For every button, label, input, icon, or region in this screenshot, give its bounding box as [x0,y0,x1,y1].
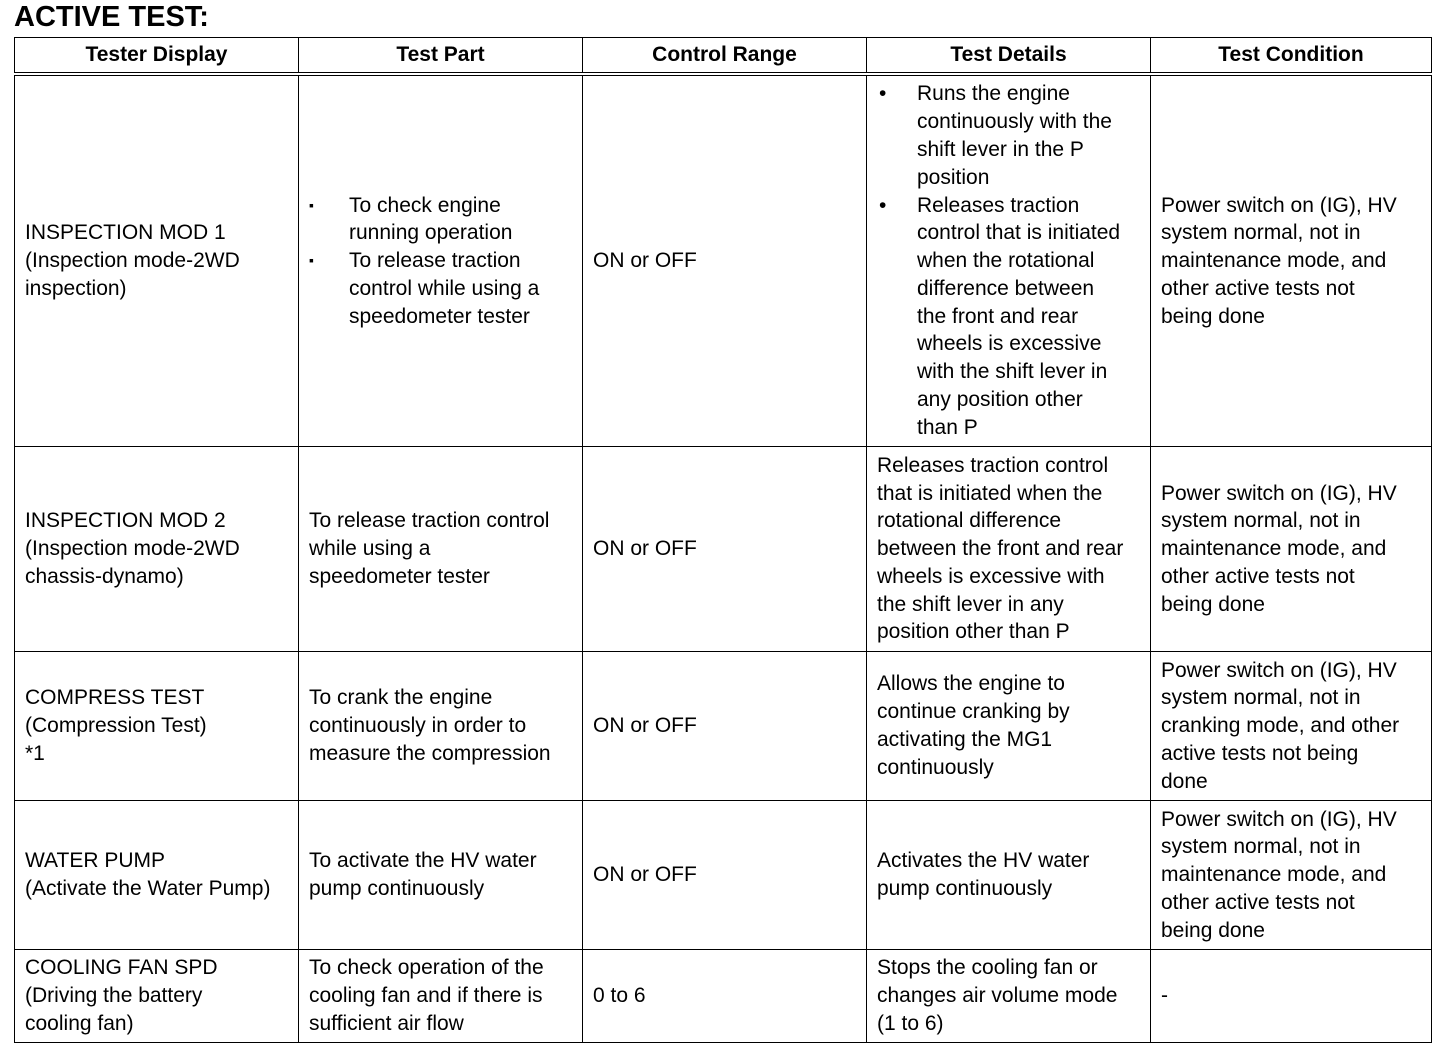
text-line: (Inspection mode-2WD [25,537,240,561]
text-line: Activates the HV water [877,849,1090,873]
text-line: (Compression Test) [25,714,207,738]
text-line: INSPECTION MOD 1 [25,221,226,245]
text-line: shift lever in the P [917,137,1084,161]
header-test-details: Test Details [867,38,1151,75]
table-row [15,652,1432,801]
table-row [15,801,1432,950]
table-row [15,950,1432,1043]
text-line: Runs the engine [917,82,1070,106]
list-item [309,192,572,248]
text-line: cranking mode, and other [1161,714,1400,738]
cell-test-part [299,652,583,801]
text-line: system normal, not in [1161,686,1361,710]
active-test-table [14,37,1432,1043]
text-line: (1 to 6) [877,1011,944,1035]
text-line: cooling fan) [25,1011,134,1035]
text-line: position [917,165,990,189]
text-line: continuously with the [917,110,1112,134]
cell-test-condition [1151,447,1432,652]
square-bullet-icon: ▪ [309,252,314,269]
header-control-range: Control Range [583,38,867,75]
text-line: when the rotational [917,249,1095,273]
text-line: being done [1161,592,1265,616]
page-title: ACTIVE TEST: [14,1,209,33]
text-line: being done [1161,918,1265,942]
bullet-list [309,192,572,331]
cell-control-range: ON or OFF [583,74,867,447]
text-line: To activate the HV water [309,849,537,873]
list-item [877,192,1140,442]
text-line: other active tests not [1161,276,1355,300]
list-item [877,80,1140,191]
text-line: maintenance mode, and [1161,249,1387,273]
text-line: that is initiated when the [877,481,1103,505]
text-line: Stops the cooling fan or [877,956,1098,980]
text-line: Releases traction [917,193,1080,217]
cell-test-details [867,447,1151,652]
cell-control-range: ON or OFF [583,652,867,801]
text-line: system normal, not in [1161,835,1361,859]
text-line: pump continuously [877,877,1053,900]
text-line: *1 [25,741,45,765]
text-line: being done [1161,304,1265,328]
text-line: other active tests not [1161,890,1355,914]
bullet-icon: • [879,82,887,106]
text-line: chassis-dynamo) [25,564,184,588]
text-line: sufficient air flow [309,1011,464,1035]
header-test-condition: Test Condition [1151,38,1432,75]
text-line: speedometer tester [309,564,490,588]
text-line: maintenance mode, and [1161,537,1387,561]
text-line: INSPECTION MOD 2 [25,509,226,533]
list-item [309,247,572,330]
text-line: while using a [309,537,431,561]
text-line: wheels is excessive [917,332,1102,356]
text-line: Power switch on (IG), HV [1161,658,1397,682]
cell-tester-display [15,652,299,801]
text-line: difference between [917,276,1095,300]
text-line: Power switch on (IG), HV [1161,193,1397,217]
bullet-list [877,80,1140,441]
cell-tester-display [15,950,299,1043]
header-test-part: Test Part [299,38,583,75]
header-tester-display: Tester Display [15,38,299,75]
text-line: wheels is excessive with [877,564,1105,588]
text-line: COMPRESS TEST [25,686,205,710]
table-row [15,74,1432,447]
text-line: with the shift lever in [917,360,1108,384]
text-line: continuously [877,755,994,779]
text-line: maintenance mode, and [1161,863,1387,887]
text-line: (Inspection mode-2WD [25,249,240,273]
text-line: Power switch on (IG), HV [1161,807,1397,831]
text-line: changes air volume mode [877,984,1118,1008]
text-line: Allows the engine to [877,672,1065,696]
text-line: rotational difference [877,509,1062,533]
cell-control-range: ON or OFF [583,801,867,950]
cell-tester-display [15,801,299,950]
text-line: any position other [917,388,1083,412]
text-line: To crank the engine [309,686,493,710]
text-line: active tests not being [1161,741,1359,765]
cell-control-range: ON or OFF [583,447,867,652]
cell-test-part [299,801,583,950]
text-line: continuously in order to [309,714,527,738]
table-row [15,447,1432,652]
text-line: control while using a [349,276,540,300]
cell-test-details [867,74,1151,447]
cell-test-part [299,950,583,1043]
text-line: system normal, not in [1161,221,1361,245]
text-line: measure the compression [309,741,551,765]
text-line: activating the MG1 [877,728,1053,751]
cell-tester-display [15,74,299,447]
text-line: continue cranking by [877,700,1070,724]
text-line: running operation [349,221,513,245]
text-line: cooling fan and if there is [309,984,543,1008]
cell-test-details [867,801,1151,950]
text-line: (Activate the Water Pump) [25,877,271,900]
text-line: Releases traction control [877,453,1109,477]
text-line: WATER PUMP [25,849,165,873]
cell-test-condition [1151,950,1432,1043]
text-line: To check engine [349,193,501,217]
table-header-row [15,38,1432,75]
cell-tester-display [15,447,299,652]
text-line: other active tests not [1161,564,1355,588]
cell-test-condition [1151,801,1432,950]
bullet-icon: • [879,193,887,217]
text-line: (Driving the battery [25,984,203,1008]
cell-control-range: 0 to 6 [583,950,867,1043]
text-line: COOLING FAN SPD [25,956,218,980]
text-line: position other than P [877,620,1070,644]
text-line: control that is initiated [917,221,1121,245]
text-line: the shift lever in any [877,592,1064,616]
cell-test-part [299,447,583,652]
text-line: inspection) [25,276,127,300]
square-bullet-icon: ▪ [309,196,314,213]
cell-test-part [299,74,583,447]
text-line: between the front and rear [877,537,1124,561]
text-line: the front and rear [917,304,1079,328]
text-line: than P [917,415,978,439]
cell-test-condition [1151,74,1432,447]
text-line: Power switch on (IG), HV [1161,481,1397,505]
text-line: - [1161,984,1168,1008]
cell-test-details [867,950,1151,1043]
text-line: speedometer tester [349,304,530,328]
cell-test-details [867,652,1151,801]
text-line: done [1161,769,1208,793]
text-line: pump continuously [309,877,485,900]
text-line: To release traction [349,249,521,273]
cell-test-condition [1151,652,1432,801]
text-line: To check operation of the [309,956,544,980]
text-line: system normal, not in [1161,509,1361,533]
text-line: To release traction control [309,509,550,533]
